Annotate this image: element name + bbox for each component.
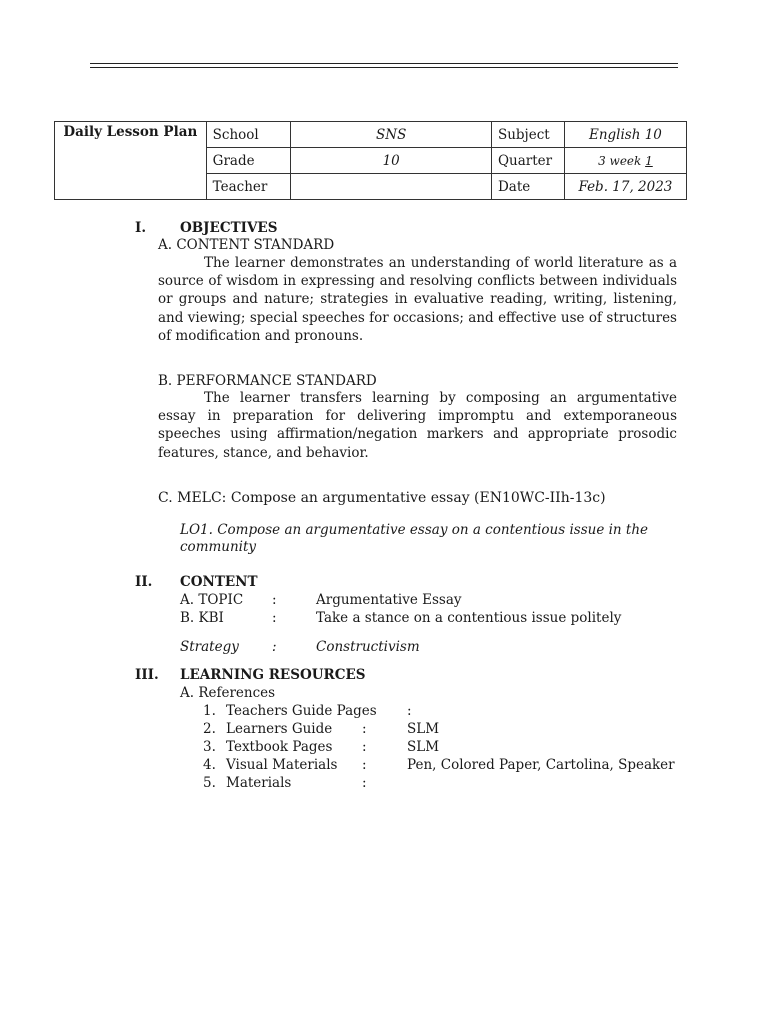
reference-label: Visual Materials — [226, 757, 338, 773]
content-standard-label: A. CONTENT STANDARD — [158, 237, 335, 253]
topic-value: Argumentative Essay — [316, 592, 462, 608]
topic-colon: : — [272, 592, 277, 608]
reference-label: Learners Guide — [226, 721, 333, 737]
performance-standard-label: B. PERFORMANCE STANDARD — [158, 373, 377, 389]
strategy-label: Strategy — [180, 639, 239, 655]
section2-heading: CONTENT — [180, 574, 258, 590]
melc-label: C. MELC: Compose an argumentative essay (EN10WC-IIh-13c) — [158, 490, 606, 506]
kbi-label: B. KBI — [180, 610, 224, 626]
reference-label: Materials — [226, 775, 292, 791]
teacher-value — [291, 174, 492, 200]
quarter-value — [564, 148, 686, 174]
grade-label: Grade — [206, 148, 291, 174]
reference-value: SLM — [407, 739, 440, 755]
grade-value: 10 — [291, 148, 492, 174]
subject-value: English 10 — [564, 122, 686, 148]
reference-num: 4. — [203, 757, 216, 773]
reference-num: 3. — [203, 739, 216, 755]
reference-colon: : — [362, 757, 367, 773]
quarter-value-prefix: 3 week — [598, 153, 646, 168]
teacher-label: Teacher — [206, 174, 291, 200]
kbi-value: Take a stance on a contentious issue politely — [316, 610, 622, 626]
top-rule-thin — [90, 67, 678, 68]
topic-label: A. TOPIC — [180, 592, 244, 608]
reference-label: Teachers Guide Pages — [226, 703, 377, 719]
reference-label: Textbook Pages — [226, 739, 333, 755]
reference-colon: : — [362, 739, 367, 755]
content-standard-text: The learner demonstrates an understanding of world literature as a source of wisdom in expressing and resolving conflicts between individuals or groups and nature; strategies in evaluative reading, writing, listening, and viewing; special speeches for occasions; and effective use of structures of modification and pronouns. — [158, 255, 677, 344]
quarter-label: Quarter — [491, 148, 564, 174]
lesson-plan-title: Daily Lesson Plan — [55, 122, 207, 200]
lesson-header-table — [54, 121, 687, 200]
performance-standard-text: The learner transfers learning by composing an argumentative essay in preparation for delivering impromptu and extemporaneous speeches using affirmation/negation markers and appropriate prosodic features, stance, and behavior. — [158, 390, 677, 461]
strategy-value: Constructivism — [316, 639, 420, 655]
references-label: A. References — [180, 685, 276, 701]
section3-heading: LEARNING RESOURCES — [180, 667, 366, 683]
subject-label: Subject — [491, 122, 564, 148]
reference-num: 1. — [203, 703, 216, 719]
top-rule — [90, 63, 678, 64]
school-value: SNS — [291, 122, 492, 148]
reference-colon: : — [362, 721, 367, 737]
kbi-colon: : — [272, 610, 277, 626]
date-label: Date — [491, 174, 564, 200]
reference-colon: : — [407, 703, 412, 719]
section1-heading: OBJECTIVES — [180, 220, 278, 236]
quarter-week-number: 1 — [645, 153, 653, 168]
strategy-colon: : — [272, 639, 277, 655]
reference-num: 2. — [203, 721, 216, 737]
section3-numeral: III. — [135, 667, 159, 683]
section1-numeral: I. — [135, 220, 147, 236]
date-value: Feb. 17, 2023 — [564, 174, 686, 200]
reference-num: 5. — [203, 775, 216, 791]
reference-colon: : — [362, 775, 367, 791]
reference-value: Pen, Colored Paper, Cartolina, Speaker — [407, 757, 675, 773]
section2-numeral: II. — [135, 574, 153, 590]
lo1-text: LO1. Compose an argumentative essay on a contentious issue in the community — [180, 522, 649, 555]
school-label: School — [206, 122, 291, 148]
reference-value: SLM — [407, 721, 440, 737]
